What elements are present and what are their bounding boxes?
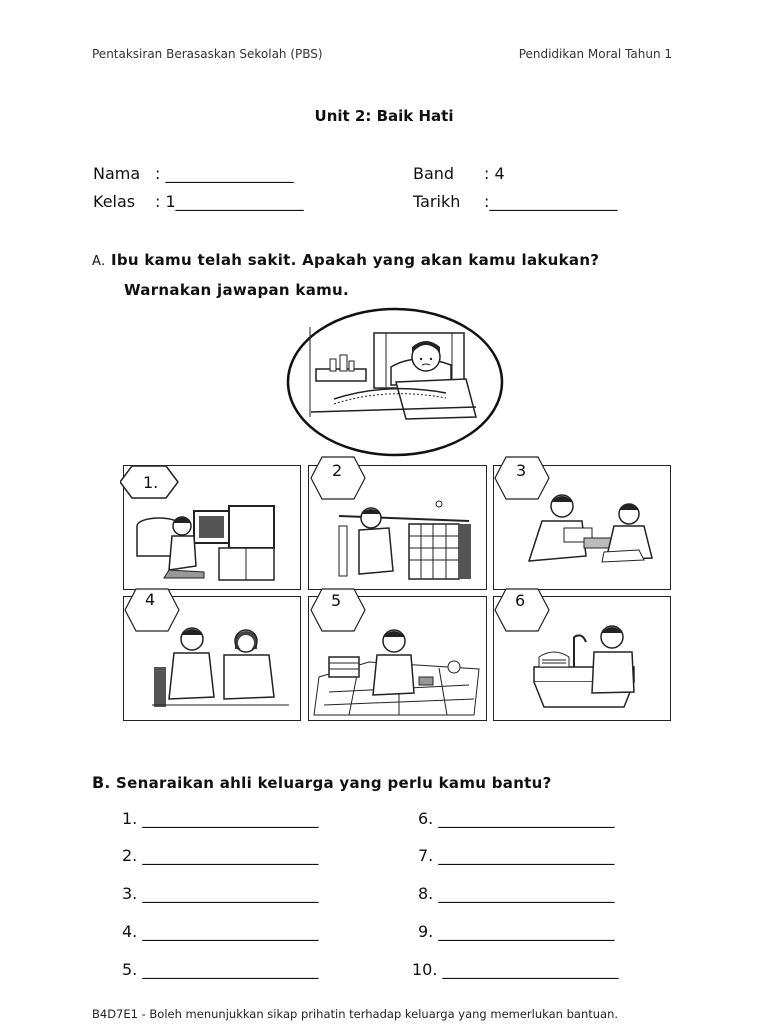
tarikh-field[interactable]: :________________ (484, 192, 618, 211)
answer-line-4[interactable]: 4. ______________________ (122, 922, 319, 941)
question-b (92, 773, 552, 792)
answer-line-2[interactable]: 2. ______________________ (122, 846, 319, 865)
header-right: Pendidikan Moral Tahun 1 (518, 47, 672, 61)
kelas-field[interactable]: : 1________________ (155, 192, 304, 211)
answer-line-3[interactable]: 3. ______________________ (122, 884, 319, 903)
answer-line-8[interactable]: 8. ______________________ (418, 884, 615, 903)
nama-label: Nama (93, 164, 141, 183)
question-a-line2: Warnakan jawapan kamu. (124, 281, 350, 299)
answer-line-7[interactable]: 7. ______________________ (418, 846, 615, 865)
option-number-5: 5 (331, 591, 342, 610)
option-number-3: 3 (516, 461, 527, 480)
option-number-6: 6 (515, 591, 526, 610)
answer-line-9[interactable]: 9. ______________________ (418, 922, 615, 941)
answer-line-1[interactable]: 1. ______________________ (122, 809, 319, 828)
sick-mother-illustration (286, 307, 504, 457)
page-title: Unit 2: Baik Hati (314, 107, 454, 125)
band-label: Band (413, 164, 455, 183)
section-b-label: B (92, 773, 105, 792)
band-value: : 4 (484, 164, 505, 183)
question-a-line1: Ibu kamu telah sakit. Apakah yang akan kamu lakukan? (110, 251, 600, 269)
question-a (92, 251, 682, 269)
footer-note: B4D7E1 - Boleh menunjukkan sikap prihatin terhadap keluarga yang memerlukan bantuan. (92, 1007, 619, 1021)
answer-line-6[interactable]: 6. ______________________ (418, 809, 615, 828)
option-number-4: 4 (145, 590, 156, 609)
tarikh-label: Tarikh (413, 192, 461, 211)
option-number-2: 2 (332, 461, 343, 480)
option-number-1: 1. (143, 473, 159, 492)
kelas-label: Kelas (93, 192, 136, 211)
nama-field[interactable]: : ________________ (155, 164, 294, 183)
answer-line-5[interactable]: 5. ______________________ (122, 960, 319, 979)
header-left: Pentaksiran Berasaskan Sekolah (PBS) (92, 47, 323, 61)
question-b-text: . Senaraikan ahli keluarga yang perlu kamu bantu? (104, 774, 552, 792)
section-a-label: A. (92, 254, 106, 269)
answer-line-10[interactable]: 10. ______________________ (412, 960, 619, 979)
